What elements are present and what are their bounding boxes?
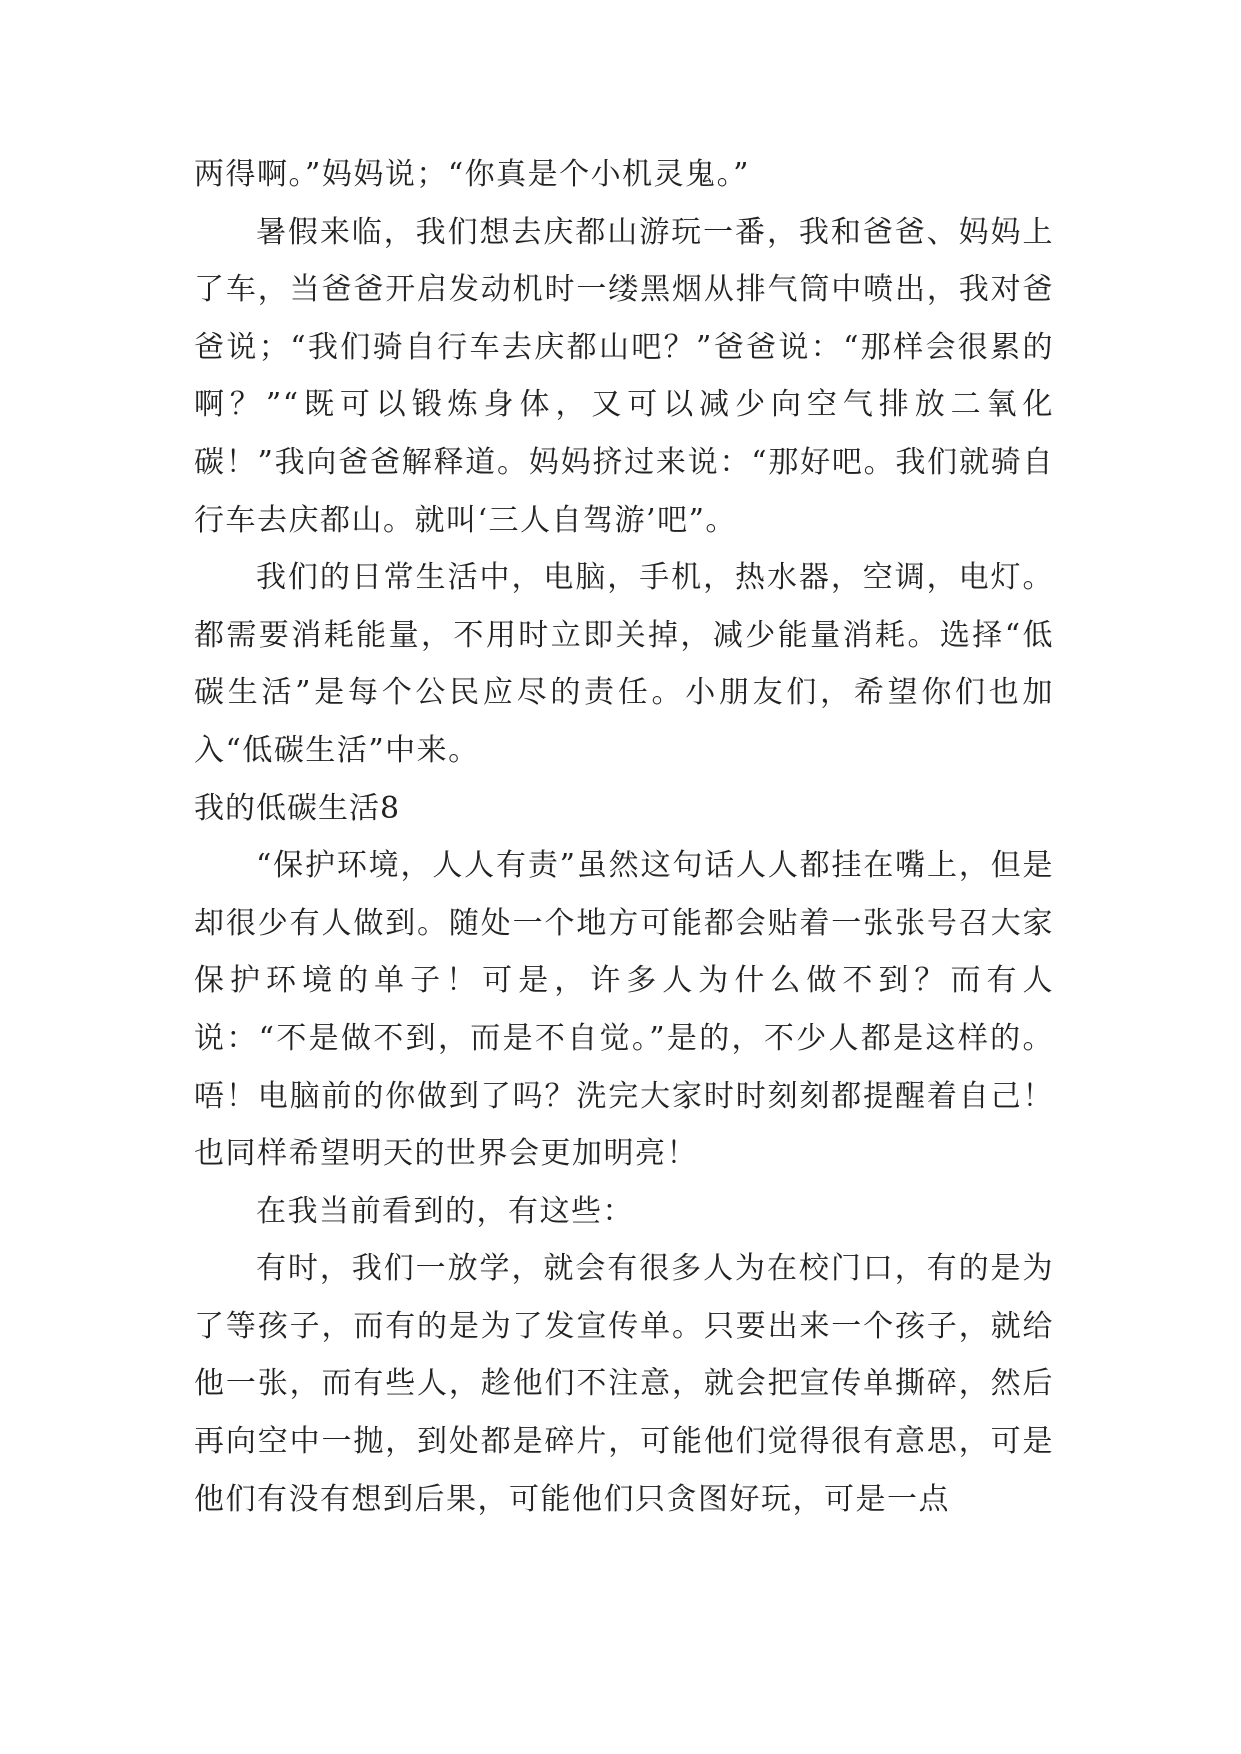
paragraph: 暑假来临，我们想去庆都山游玩一番，我和爸爸、妈妈上了车，当爸爸开启发动机时一缕黑烟从排气筒中喷出，我对爸爸说；“我们骑自行车去庆都山吧？”爸爸说：“那样会很累的啊？”“既可以锻炼身体，又可以减少向空气排放二氧化碳！”我向爸爸解释道。妈妈挤过来说：“那好吧。我们就骑自行车去庆都山。就叫‘三人自驾游’吧”。 [194, 214, 1054, 538]
paragraph: 有时，我们一放学，就会有很多人为在校门口，有的是为了等孩子，而有的是为了发宣传单。只要出来一个孩子，就给他一张，而有些人，趁他们不注意，就会把宣传单撕碎，然后再向空中一抛，到处都是碎片，可能他们觉得很有意思，可是他们有没有想到后果，可能他们只贪图好玩，可是一点 [194, 1251, 1054, 1517]
paragraph: 我们的日常生活中，电脑，手机，热水器，空调，电灯。都需要消耗能量，不用时立即关掉，减少能量消耗。选择“低碳生活”是每个公民应尽的责任。小朋友们，希望你们也加入“低碳生活”中来。 [194, 560, 1054, 768]
document-body [194, 146, 1054, 1528]
paragraph: “保护环境，人人有责”虽然这句话人人都挂在嘴上，但是却很少有人做到。随处一个地方可能都会贴着一张张号召大家保护环境的单子！可是，许多人为什么做不到？而有人说：“不是做不到，而是不自觉。”是的，不少人都是这样的。唔！电脑前的你做到了吗？洗完大家时时刻刻都提醒着自己！也同样希望明天的世界会更加明亮！ [194, 848, 1054, 1172]
paragraph: 两得啊。”妈妈说；“你真是个小机灵鬼。” [194, 157, 751, 192]
section-heading: 我的低碳生活8 [194, 790, 401, 826]
paragraph: 在我当前看到的，有这些： [256, 1193, 634, 1229]
